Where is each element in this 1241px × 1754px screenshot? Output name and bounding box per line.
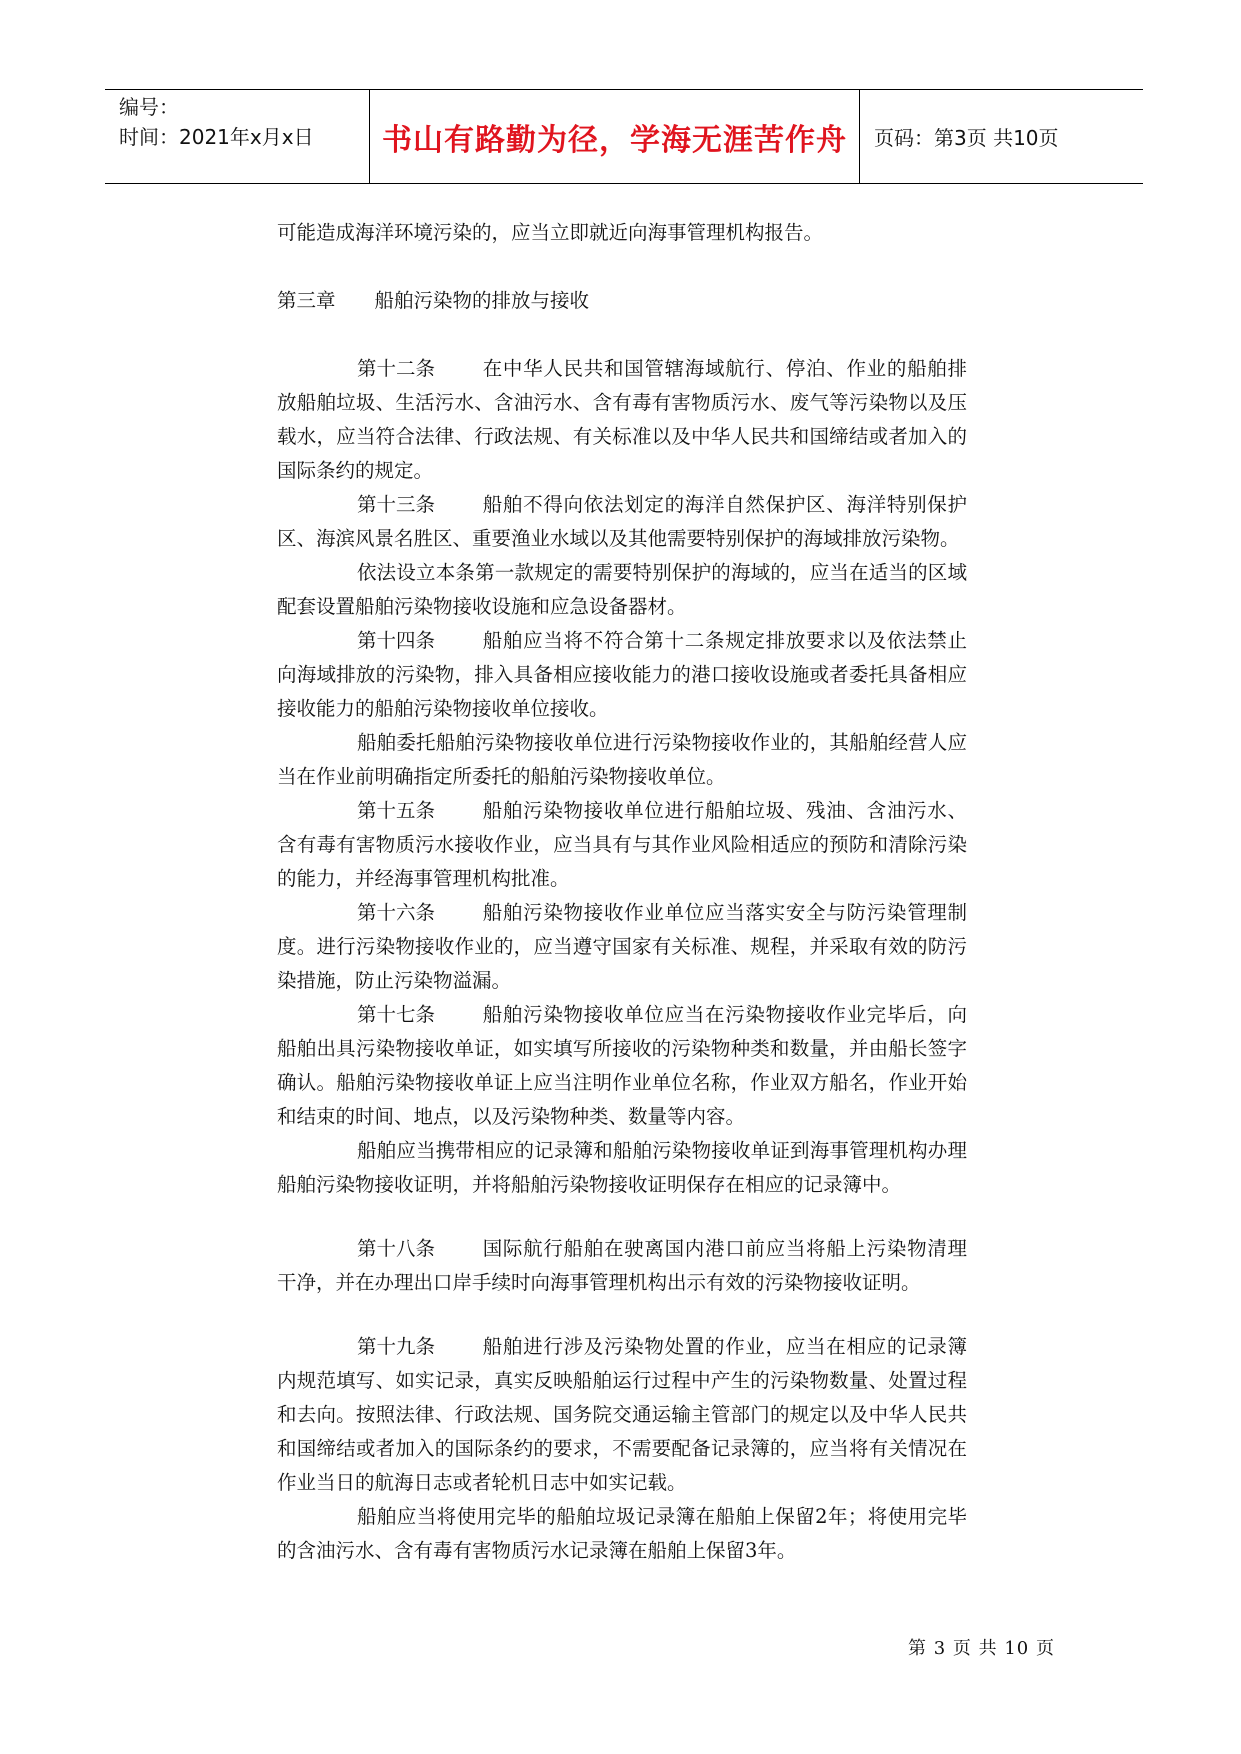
header-meta (105, 90, 370, 183)
page-header (105, 89, 1143, 184)
article-17-head: 第十七条 (357, 1003, 436, 1026)
article-17 (277, 998, 967, 1134)
article-15-head: 第十五条 (357, 799, 436, 822)
article-18 (277, 1232, 967, 1300)
paragraph-continued: 可能造成海洋环境污染的，应当立即就近向海事管理机构报告。 (277, 221, 824, 244)
document-body (277, 216, 967, 1568)
time-label: 时间：2021年x月x日 (119, 125, 314, 149)
article-12-head: 第十二条 (357, 357, 436, 380)
article-13-head: 第十三条 (357, 493, 436, 516)
article-19-text: 船舶进行涉及污染物处置的作业，应当在相应的记录簿内规范填写、如实记录，真实反映船舶运行过程中产生的污染物数量、处置过程和去向。按照法律、行政法规、国务院交通运输主管部门的规定以及中华人民共和国缔结或者加入的国际条约的要求，不需要配备记录簿的，应当将有关情况在作业当日的航海日志或者轮机日志中如实记载。 (277, 1335, 967, 1494)
article-17-text: 船舶污染物接收单位应当在污染物接收作业完毕后，向船舶出具污染物接收单证，如实填写所接收的污染物种类和数量，并由船长签字确认。船舶污染物接收单证上应当注明作业单位名称，作业双方船名，作业开始和结束的时间、地点，以及污染物种类、数量等内容。 (277, 1003, 967, 1128)
page-footer: 第 3 页 共 10 页 (908, 1638, 1055, 1659)
article-12 (277, 352, 967, 488)
article-19-head: 第十九条 (357, 1335, 436, 1358)
number-label: 编号： (119, 95, 179, 119)
article-13-paragraph-2: 依法设立本条第一款规定的需要特别保护的海域的，应当在适当的区域配套设置船舶污染物接收设施和应急设备器材。 (277, 561, 967, 618)
article-17-paragraph-2: 船舶应当携带相应的记录簿和船舶污染物接收单证到海事管理机构办理船舶污染物接收证明，并将船舶污染物接收证明保存在相应的记录簿中。 (277, 1139, 967, 1196)
article-19-paragraph-2: 船舶应当将使用完毕的船舶垃圾记录簿在船舶上保留2年；将使用完毕的含油污水、含有毒有害物质污水记录簿在船舶上保留3年。 (277, 1505, 967, 1562)
article-14-head: 第十四条 (357, 629, 436, 652)
article-14-paragraph-2: 船舶委托船舶污染物接收单位进行污染物接收作业的，其船舶经营人应当在作业前明确指定所委托的船舶污染物接收单位。 (277, 731, 967, 788)
article-13-text: 船舶不得向依法划定的海洋自然保护区、海洋特别保护区、海滨风景名胜区、重要渔业水域以及其他需要特别保护的海域排放污染物。 (277, 493, 967, 550)
article-13 (277, 488, 967, 556)
article-14 (277, 624, 967, 726)
article-18-head: 第十八条 (357, 1237, 436, 1260)
article-19 (277, 1330, 967, 1500)
article-18-text: 国际航行船舶在驶离国内港口前应当将船上污染物清理干净，并在办理出口岸手续时向海事管理机构出示有效的污染物接收证明。 (277, 1237, 967, 1294)
article-16-head: 第十六条 (357, 901, 436, 924)
article-15 (277, 794, 967, 896)
article-12-text: 在中华人民共和国管辖海域航行、停泊、作业的船舶排放船舶垃圾、生活污水、含油污水、含有毒有害物质污水、废气等污染物以及压载水，应当符合法律、行政法规、有关标准以及中华人民共和国缔结或者加入的国际条约的规定。 (277, 357, 967, 482)
article-16-text: 船舶污染物接收作业单位应当落实安全与防污染管理制度。进行污染物接收作业的，应当遵守国家有关标准、规程，并采取有效的防污染措施，防止污染物溢漏。 (277, 901, 967, 992)
article-16 (277, 896, 967, 998)
article-15-text: 船舶污染物接收单位进行船舶垃圾、残油、含油污水、含有毒有害物质污水接收作业，应当具有与其作业风险相适应的预防和清除污染的能力，并经海事管理机构批准。 (277, 799, 967, 890)
chapter-heading: 第三章 船舶污染物的排放与接收 (277, 289, 590, 312)
header-page-label: 页码：第3页 共10页 (874, 126, 1059, 150)
article-14-text: 船舶应当将不符合第十二条规定排放要求以及依法禁止向海域排放的污染物，排入具备相应接收能力的港口接收设施或者委托具备相应接收能力的船舶污染物接收单位接收。 (277, 629, 967, 720)
header-motto: 书山有路勤为径，学海无涯苦作舟 (370, 90, 860, 183)
